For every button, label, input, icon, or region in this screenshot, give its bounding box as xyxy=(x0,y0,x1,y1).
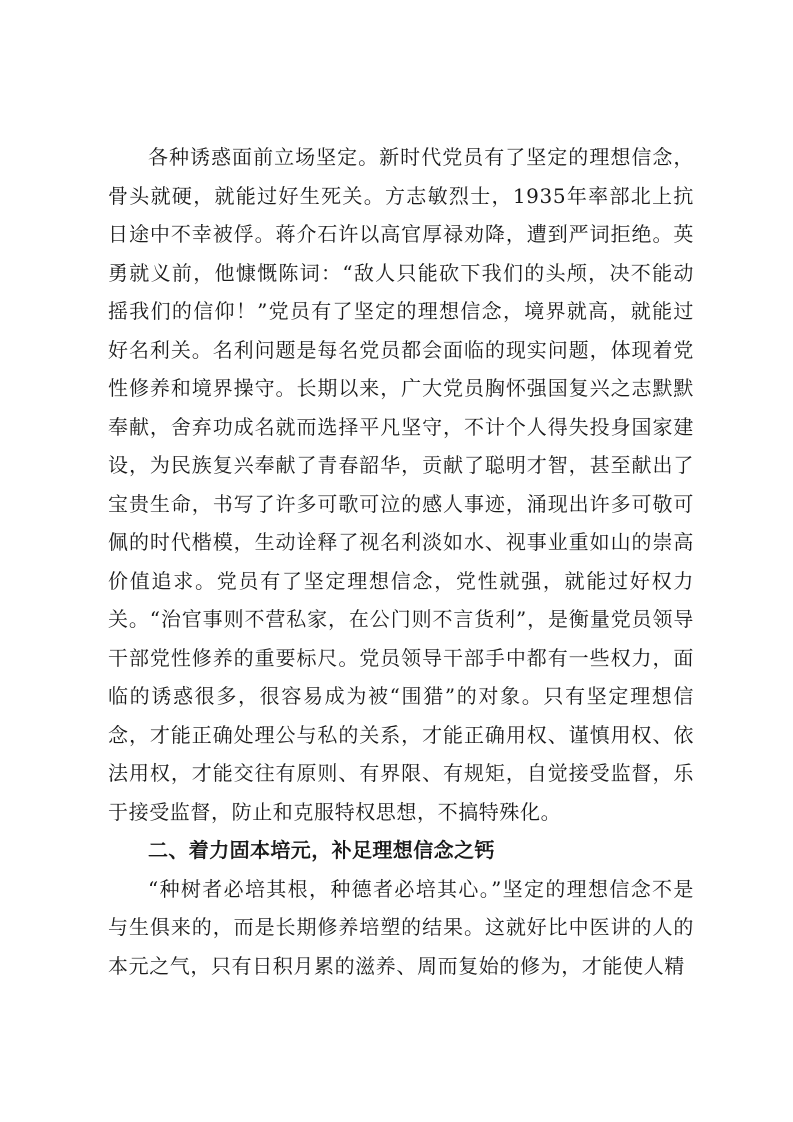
body-paragraph: 各种诱惑面前立场坚定。新时代党员有了坚定的理想信念，骨头就硬，就能过好生死关。方志敏烈士，1935年率部北上抗日途中不幸被俘。蒋介石许以高官厚禄劝降，遭到严词拒绝。英勇就义前，他慷慨陈词：“敌人只能砍下我们的头颅，决不能动摇我们的信仰！”党员有了坚定的理想信念，境界就高，就能过好名利关。名利问题是每名党员都会面临的现实问题，体现着党性修养和境界操守。长期以来，广大党员胸怀强国复兴之志默默奉献，舍弃功成名就而选择平凡坚守，不计个人得失投身国家建设，为民族复兴奉献了青春韶华，贡献了聪明才智，甚至献出了宝贵生命，书写了许多可歌可泣的感人事迹，涌现出许多可敬可佩的时代楷模，生动诠释了视名利淡如水、视事业重如山的崇高价值追求。党员有了坚定理想信念，党性就强，就能过好权力关。“治官事则不营私家，在公门则不言货利”，是衡量党员领导干部党性修养的重要标尺。党员领导干部手中都有一些权力，面临的诱惑很多，很容易成为被“围猎”的对象。只有坚定理想信念，才能正确处理公与私的关系，才能正确用权、谨慎用权、依法用权，才能交往有原则、有界限、有规矩，自觉接受监督，乐于接受监督，防止和克服特权思想，不搞特殊化。 xyxy=(108,145,694,824)
document-page xyxy=(108,138,694,985)
section-heading: 二、着力固本培元，补足理想信念之钙 xyxy=(148,838,495,862)
body-paragraph-2: “种树者必培其根，种德者必培其心。”坚定的理想信念不是与生俱来的，而是长期修养培塑的结果。这就好比中医讲的人的本元之气，只有日积月累的滋养、周而复始的修为，才能使人精 xyxy=(108,876,694,978)
